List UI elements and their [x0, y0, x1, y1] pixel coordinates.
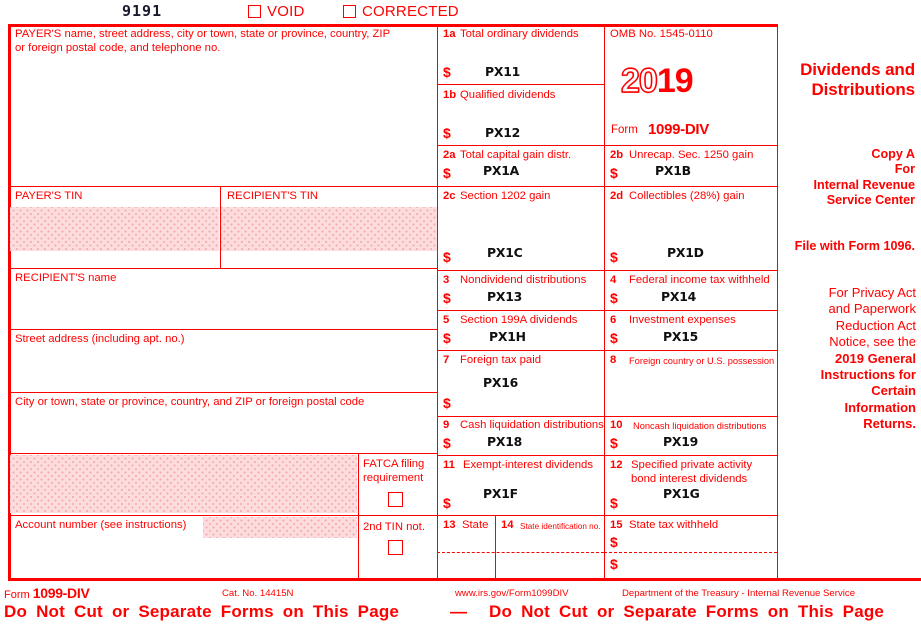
do-not-cut-right-w8: Page — [842, 602, 885, 621]
box-12-label-line1: Specified private activity — [631, 459, 753, 471]
box-1a-value[interactable]: PX11 — [485, 64, 521, 79]
box-2a-dollar-sign: $ — [443, 165, 451, 181]
box-11-label: Exempt-interest dividends — [463, 459, 593, 471]
box-13-input-row1[interactable] — [439, 534, 494, 551]
box-2c-value[interactable]: PX1C — [487, 245, 523, 260]
do-not-cut-left-w6: on — [282, 602, 304, 621]
box-3-dollar-sign: $ — [443, 290, 451, 306]
recipient-tin-input[interactable] — [221, 207, 437, 251]
void-label: VOID — [267, 3, 305, 20]
box-5-value[interactable]: PX1H — [489, 329, 526, 344]
rule-mid-1a — [437, 84, 604, 85]
form-title — [770, 60, 915, 100]
form-word: Form — [611, 124, 638, 136]
do-not-cut-right — [489, 602, 893, 622]
box-15-dollar-sign-row2: $ — [610, 556, 618, 572]
copy-a-label: Copy A — [871, 147, 915, 161]
do-not-cut-left-w0: Do — [4, 602, 28, 621]
fatca-checkbox[interactable] — [388, 492, 403, 507]
box-14-input-row1[interactable] — [497, 534, 602, 551]
box-10-number: 10 — [610, 419, 623, 431]
box-2a-label: Total capital gain distr. — [460, 149, 572, 161]
payer-address-label-line1: PAYER'S name, street address, city or town, state or province, country, ZIP — [15, 28, 391, 40]
box-4-number: 4 — [610, 274, 617, 286]
box-2b-label: Unrecap. Sec. 1250 gain — [629, 149, 754, 161]
privacy-line9: Returns. — [863, 416, 916, 432]
rule-mid-7 — [437, 416, 777, 417]
rule-mid-9 — [437, 455, 777, 456]
payer-tin-label: PAYER'S TIN — [15, 190, 83, 202]
box-13-label: State — [462, 519, 489, 531]
rule-mid-2c — [437, 270, 777, 271]
copy-a-block — [770, 147, 915, 209]
box-1b-label: Qualified dividends — [460, 89, 556, 101]
box-1a-dollar-sign: $ — [443, 64, 451, 80]
fatca-label-line1: FATCA filing — [363, 458, 425, 470]
rule-mid-5 — [437, 350, 777, 351]
payer-address-label-line2: or foreign postal code, and telephone no. — [15, 41, 221, 54]
do-not-cut-left-w1: Not — [36, 602, 65, 621]
recipient-tin-label: RECIPIENT'S TIN — [227, 190, 319, 202]
box-7-label: Foreign tax paid — [460, 354, 542, 366]
box-2d-value[interactable]: PX1D — [667, 245, 704, 260]
box-5-label: Section 199A dividends — [460, 314, 578, 326]
do-not-cut-left-w7: This — [312, 602, 349, 621]
street-address-input[interactable] — [10, 348, 435, 390]
footer-form-label — [4, 585, 89, 601]
box-2a-value[interactable]: PX1A — [483, 163, 520, 178]
rule-col-mid-left — [437, 24, 438, 580]
fatca-label-line2: requirement — [363, 471, 424, 484]
box-7-number: 7 — [443, 354, 450, 366]
void-checkbox-group[interactable] — [248, 3, 304, 21]
do-not-cut-right-w2: Cut — [559, 602, 588, 621]
box-15-label: State tax withheld — [629, 519, 719, 531]
box-7-dollar-sign: $ — [443, 395, 451, 411]
box-12-value[interactable]: PX1G — [663, 486, 700, 501]
box-15-input-row1[interactable] — [625, 532, 775, 550]
box-15-number: 15 — [610, 519, 623, 531]
box-2b-number: 2b — [610, 149, 624, 161]
box-11-dollar-sign: $ — [443, 495, 451, 511]
rule-bottom — [8, 578, 921, 581]
box-2c-label: Section 1202 gain — [460, 190, 551, 202]
form-title-line2: Distributions — [811, 80, 915, 99]
form-id: 1099-DIV — [648, 121, 709, 138]
box-8-number: 8 — [610, 354, 617, 366]
rule-fatca-split — [358, 453, 359, 580]
box-3-label: Nondividend distributions — [460, 274, 587, 286]
box-15-input-row2[interactable] — [625, 555, 775, 577]
box-9-label: Cash liquidation distributions — [460, 419, 604, 431]
box-14-label: State identification no. — [520, 522, 601, 531]
box-4-dollar-sign: $ — [610, 290, 618, 306]
box-5-dollar-sign: $ — [443, 330, 451, 346]
recipient-name-input[interactable] — [10, 287, 435, 327]
privacy-line1: For Privacy Act — [828, 285, 916, 300]
rule-mid-1b — [437, 145, 777, 146]
box-9-dollar-sign: $ — [443, 435, 451, 451]
footer-department: Department of the Treasury - Internal Revenue Service — [622, 588, 856, 599]
box-6-number: 6 — [610, 314, 617, 326]
footer-form-id: 1099-DIV — [32, 585, 90, 601]
box-9-number: 9 — [443, 419, 450, 431]
city-input[interactable] — [10, 411, 435, 451]
corrected-label: CORRECTED — [362, 3, 459, 20]
second-tin-label: 2nd TIN not. — [363, 521, 425, 533]
do-not-cut-right-w1: Not — [521, 602, 550, 621]
box-10-value[interactable]: PX19 — [663, 434, 699, 449]
recipient-name-label: RECIPIENT'S name — [15, 272, 117, 284]
footer-cat-no: Cat. No. 14415N — [222, 588, 294, 599]
box-2b-value[interactable]: PX1B — [655, 163, 691, 178]
copy-irs-line1: Internal Revenue — [813, 177, 915, 192]
do-not-cut-right-w6: on — [767, 602, 789, 621]
account-number-label: Account number (see instructions) — [15, 519, 187, 531]
box-4-value[interactable]: PX14 — [661, 289, 697, 304]
privacy-line5: 2019 General — [835, 350, 916, 366]
do-not-cut-right-w3: or — [596, 602, 615, 621]
box-10-label: Noncash liquidation distributions — [633, 421, 767, 431]
box-2c-dollar-sign: $ — [443, 249, 451, 265]
rule-mid-11 — [437, 515, 777, 516]
account-number-input[interactable] — [203, 517, 357, 538]
box-14-number: 14 — [501, 519, 514, 531]
box-12-label — [631, 459, 776, 486]
tax-year-prefix: 20 — [621, 62, 657, 100]
box-13-input-row2[interactable] — [439, 554, 494, 578]
tax-year — [621, 64, 693, 98]
box-1a-number: 1a — [443, 28, 456, 40]
payer-tin-input[interactable] — [10, 207, 219, 251]
do-not-cut-right-w4: Separate — [623, 602, 697, 621]
box-8-input[interactable] — [608, 368, 776, 413]
box-6-value[interactable]: PX15 — [663, 329, 699, 344]
box-1b-value[interactable]: PX12 — [485, 125, 521, 140]
box-12-number: 12 — [610, 459, 623, 471]
box-2c-number: 2c — [443, 190, 456, 202]
do-not-cut-left-w2: Cut — [74, 602, 103, 621]
rule-state-dash-right — [604, 552, 777, 553]
privacy-line4: Notice, see the — [829, 334, 916, 350]
do-not-cut-left-w3: or — [111, 602, 130, 621]
box-7-value[interactable]: PX16 — [483, 375, 519, 390]
box-2a-number: 2a — [443, 149, 456, 161]
rule-top — [8, 24, 778, 27]
copy-for-label: For — [894, 162, 915, 177]
rule-col-mid-right — [604, 24, 605, 580]
box-11-value[interactable]: PX1F — [483, 486, 518, 501]
second-tin-checkbox[interactable] — [388, 540, 403, 555]
form-title-line1: Dividends and — [800, 60, 915, 79]
box-10-dollar-sign: $ — [610, 435, 618, 451]
rule-left-city — [8, 392, 438, 393]
box-6-label: Investment expenses — [629, 314, 736, 326]
recipient-extra-shaded-field[interactable] — [10, 455, 357, 513]
privacy-act-notice — [768, 285, 916, 433]
box-8-label: Foreign country or U.S. possession — [629, 356, 775, 366]
privacy-line8: Information — [844, 399, 916, 415]
box-1b-number: 1b — [443, 89, 457, 101]
privacy-line6: Instructions for — [820, 367, 916, 383]
rule-left-payer-tin — [8, 186, 438, 187]
rule-mid-2a — [437, 186, 777, 187]
do-not-cut-right-w7: This — [797, 602, 834, 621]
street-address-label: Street address (including apt. no.) — [15, 333, 185, 345]
do-not-cut-left-w5: Forms — [220, 602, 274, 621]
do-not-cut-right-w5: Forms — [705, 602, 759, 621]
box-3-number: 3 — [443, 274, 450, 286]
box-12-label-line2: bond interest dividends — [631, 472, 748, 485]
box-9-value[interactable]: PX18 — [487, 434, 523, 449]
box-5-number: 5 — [443, 314, 450, 326]
privacy-line7: Certain — [871, 383, 916, 399]
do-not-cut-left-w8: Page — [357, 602, 400, 621]
footer-form-word: Form — [4, 589, 30, 601]
box-11-number: 11 — [443, 459, 455, 471]
do-not-cut-left-w4: Separate — [138, 602, 212, 621]
box-2d-dollar-sign: $ — [610, 249, 618, 265]
privacy-line3: Reduction Act — [835, 317, 916, 333]
copy-irs-line2: Service Center — [826, 193, 915, 208]
box-2d-number: 2d — [610, 190, 624, 202]
rule-mid-3 — [437, 310, 777, 311]
box-12-dollar-sign: $ — [610, 495, 618, 511]
box-1b-dollar-sign: $ — [443, 125, 451, 141]
rule-left-street — [8, 329, 438, 330]
city-label: City or town, state or province, country, and ZIP or foreign postal code — [15, 396, 365, 408]
file-with-1096: File with Form 1096. — [794, 239, 915, 253]
box-2b-dollar-sign: $ — [610, 165, 618, 181]
tax-year-suffix: 19 — [656, 62, 693, 100]
void-control-number: 9191 — [122, 2, 163, 20]
do-not-cut-left — [4, 602, 408, 622]
corrected-checkbox-group[interactable] — [343, 3, 459, 21]
box-15-dollar-sign-row1: $ — [610, 534, 618, 550]
box-1a-label: Total ordinary dividends — [460, 28, 579, 40]
payer-address-input[interactable] — [10, 45, 435, 183]
box-13-number: 13 — [443, 519, 456, 531]
privacy-line2: and Paperwork — [828, 301, 916, 317]
box-4-label: Federal income tax withheld — [629, 274, 770, 286]
box-14-input-row2[interactable] — [497, 554, 602, 578]
fatca-label — [363, 458, 435, 485]
omb-number: OMB No. 1545-0110 — [610, 28, 713, 40]
do-not-cut-dash: — — [450, 602, 468, 621]
footer-url[interactable]: www.irs.gov/Form1099DIV — [455, 588, 569, 599]
do-not-cut-right-w0: Do — [489, 602, 513, 621]
box-2d-label: Collectibles (28%) gain — [629, 190, 745, 202]
rule-state-dash-left — [437, 552, 604, 553]
box-3-value[interactable]: PX13 — [487, 289, 523, 304]
void-checkbox[interactable] — [248, 5, 261, 18]
box-6-dollar-sign: $ — [610, 330, 618, 346]
rule-left-recipient-name — [8, 268, 438, 269]
corrected-checkbox[interactable] — [343, 5, 356, 18]
